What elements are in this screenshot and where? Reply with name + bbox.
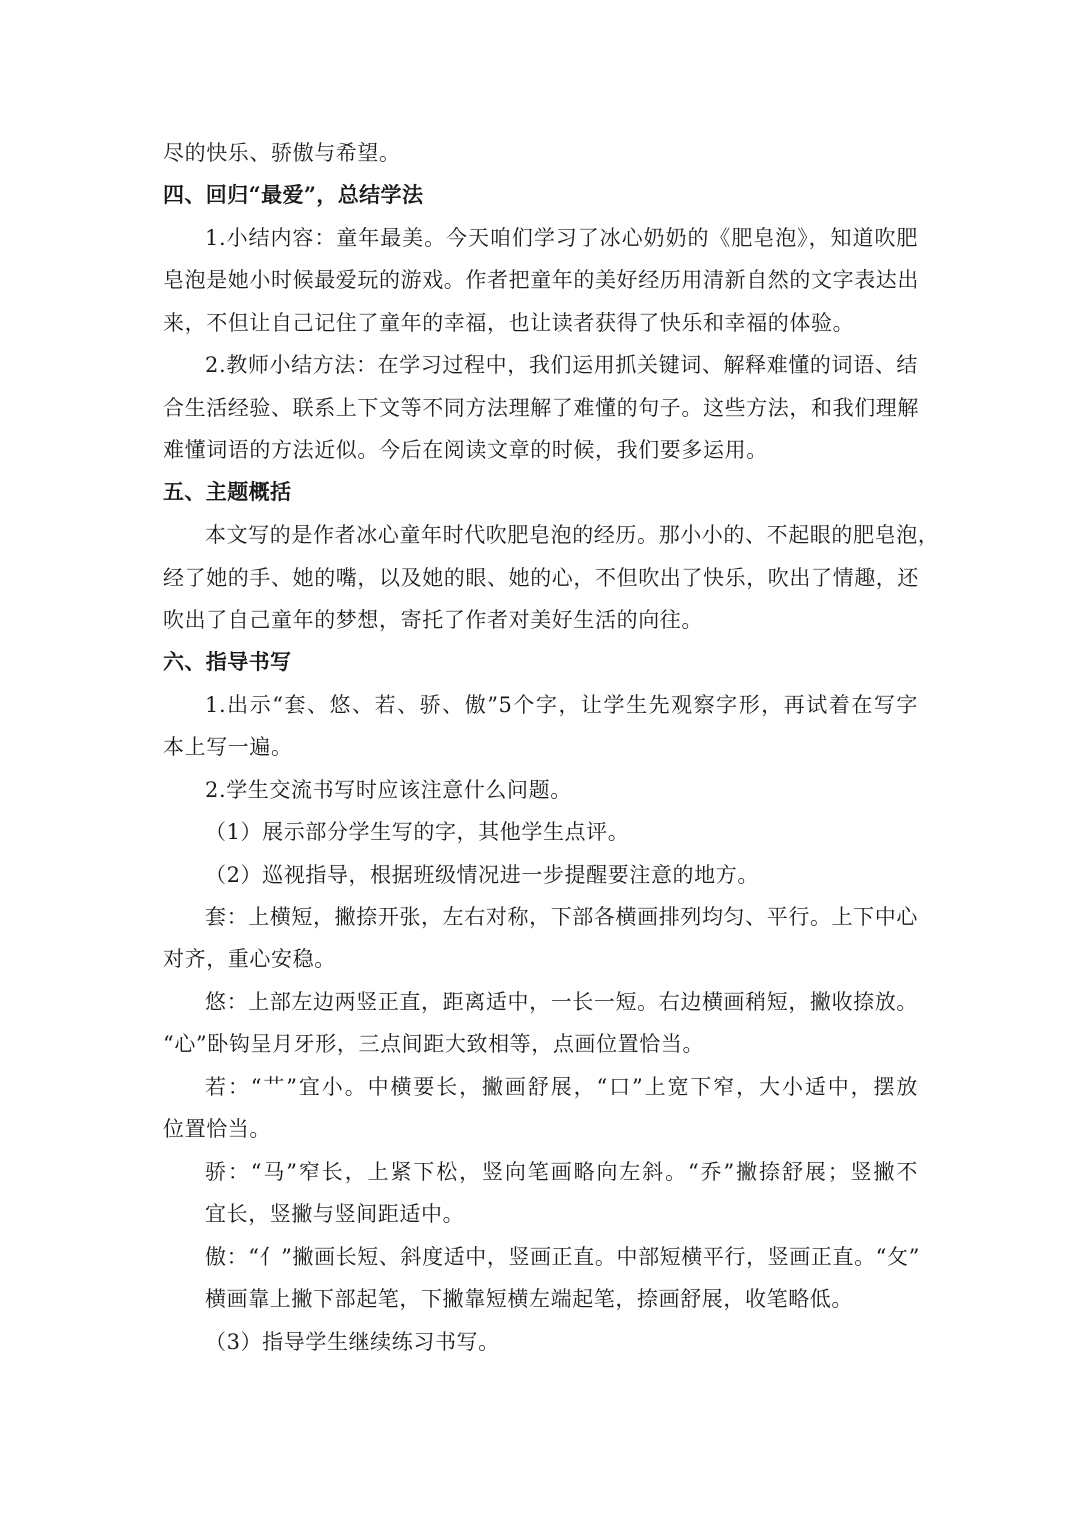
text-line: （3）指导学生继续练习书写。 xyxy=(205,1330,500,1354)
text-line: 皂泡是她小时候最爱玩的游戏。作者把童年的美好经历用清新自然的文字表达出 xyxy=(163,268,919,292)
text-line: 本上写一遍。 xyxy=(163,735,293,759)
text-line: 骄：“马”窄长，上紧下松，竖向笔画略向左斜。“乔”撇捺舒展；竖撇不 xyxy=(205,1160,918,1184)
text-line: 来，不但让自己记住了童年的幸福，也让读者获得了快乐和幸福的体验。 xyxy=(163,311,855,335)
text-line: 对齐，重心安稳。 xyxy=(163,947,336,971)
text-line: 2.教师小结方法：在学习过程中，我们运用抓关键词、解释难懂的词语、结 xyxy=(205,353,918,377)
text-line: 若：“艹”宜小。中横要长，撇画舒展，“口”上宽下窄，大小适中，摆放 xyxy=(205,1075,918,1099)
text-line: （2）巡视指导，根据班级情况进一步提醒要注意的地方。 xyxy=(205,863,759,887)
text-line: 横画靠上撇下部起笔，下撇靠短横左端起笔，捺画舒展，收笔略低。 xyxy=(205,1287,853,1311)
text-line: 位置恰当。 xyxy=(163,1117,271,1141)
text-line: 合生活经验、联系上下文等不同方法理解了难懂的句子。这些方法，和我们理解 xyxy=(163,396,919,420)
section-heading: 六、指导书写 xyxy=(163,649,292,674)
text-line: “心”卧钩呈月牙形，三点间距大致相等，点画位置恰当。 xyxy=(163,1032,705,1056)
text-line: 经了她的手、她的嘴，以及她的眼、她的心，不但吹出了快乐，吹出了情趣，还 xyxy=(163,566,919,590)
text-line: （1）展示部分学生写的字，其他学生点评。 xyxy=(205,820,630,844)
text-line: 吹出了自己童年的梦想，寄托了作者对美好生活的向往。 xyxy=(163,608,703,632)
text-line: 宜长，竖撇与竖间距适中。 xyxy=(205,1202,465,1226)
text-line: 尽的快乐、骄傲与希望。 xyxy=(163,141,401,165)
text-line: 1.出示“套、悠、若、骄、傲”5个字，让学生先观察字形，再试着在写字 xyxy=(205,693,918,717)
text-line: 1.小结内容：童年最美。今天咱们学习了冰心奶奶的《肥皂泡》，知道吹肥 xyxy=(205,226,918,250)
text-line: 本文写的是作者冰心童年时代吹肥皂泡的经历。那小小的、不起眼的肥皂泡， xyxy=(205,523,940,547)
text-line: 难懂词语的方法近似。今后在阅读文章的时候，我们要多运用。 xyxy=(163,438,768,462)
section-heading: 五、主题概括 xyxy=(163,479,292,504)
section-heading: 四、回归“最爱”，总结学法 xyxy=(163,182,424,207)
text-line: 悠：上部左边两竖正直，距离适中，一长一短。右边横画稍短，撇收捺放。 xyxy=(205,990,918,1014)
text-line: 套：上横短，撇捺开张，左右对称，下部各横画排列均匀、平行。上下中心 xyxy=(205,905,918,929)
text-line: 傲：“亻”撇画长短、斜度适中，竖画正直。中部短横平行，竖画正直。“攵” xyxy=(205,1245,920,1269)
text-line: 2.学生交流书写时应该注意什么问题。 xyxy=(205,778,572,802)
